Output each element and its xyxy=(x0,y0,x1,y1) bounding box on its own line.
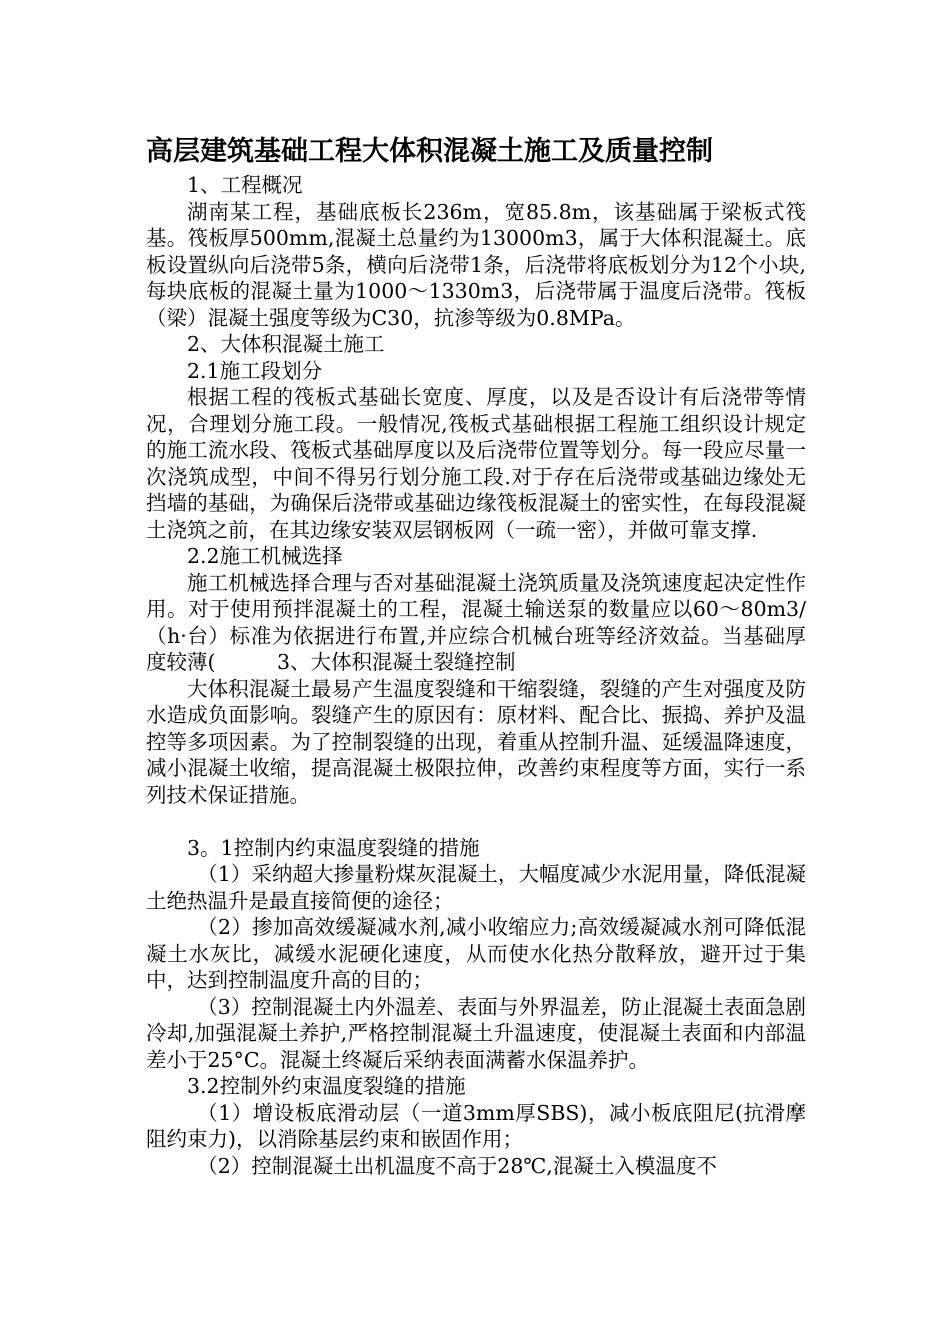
paragraph-crack-control: 大体积混凝土最易产生温度裂缝和干缩裂缝，裂缝的产生对强度及防水造成负面影响。裂缝产生的原因有：原材料、配合比、振捣、养护及温控等多项因素。为了控制裂缝的出现，着重从控制升温、延缓温降速度，减小混凝土收缩，提高混凝土极限拉伸，改善约束程度等方面，实行一系列技术保证措施。 xyxy=(146,676,806,807)
list-item-internal-3: （3）控制混凝土内外温差、表面与外界温差，防止混凝土表面急剧冷却,加强混凝土养护,严格控制混凝土升温速度，使混凝土表面和内部温差小于25°C。混凝土终凝后采纳表面满蓄水保温养护。 xyxy=(146,994,806,1072)
section-heading-overview: 1、工程概况 xyxy=(187,173,303,197)
paragraph-overview: 湖南某工程，基础底板长236m，宽85.8m，该基础属于梁板式筏基。筏板厚500mm,混凝土总量约为13000m3，属于大体积混凝土。底板设置纵向后浇带5条，横向后浇带1条，后浇带将底板划分为12个小块,每块底板的混凝土量为1000～1330m3，后浇带属于温度后浇带。筏板（梁）混凝土强度等级为C30，抗渗等级为0.8MPa。 xyxy=(146,199,806,330)
blank-line xyxy=(146,808,806,835)
paragraph-machinery: 施工机械选择合理与否对基础混凝土浇筑质量及浇筑速度起决定性作用。对于使用预拌混凝土的工程，混凝土输送泵的数量应以60～80m3/（h·台）标准为依据进行布置,并应综合机械台班等经济效益。当基础厚度较薄( 3、大体积混凝土裂缝控制 xyxy=(146,570,806,674)
list-item-internal-2: （2）掺加高效缓凝减水剂,减小收缩应力;高效缓凝减水剂可降低混凝土水灰比，减缓水泥硬化速度，从而使水化热分散释放，避开过于集中，达到控制温度升高的目的； xyxy=(146,915,806,992)
subsection-heading-internal-constraint: 3。1控制内约束温度裂缝的措施 xyxy=(187,835,480,860)
section-heading-construction: 2、大体积混凝土施工 xyxy=(187,332,385,356)
subsection-heading-machinery: 2.2施工机械选择 xyxy=(187,544,343,568)
document-body xyxy=(146,172,806,1179)
paragraph-segments: 根据工程的筏板式基础长宽度、厚度，以及是否设计有后浇带等情况，合理划分施工段。一般情况,筏板式基础根据工程施工组织设计规定的施工流水段、筏板式基础厚度以及后浇带位置等划分。每一段应尽量一次浇筑成型，中间不得另行划分施工段.对于存在后浇带或基础边缘处无挡墙的基础，为确保后浇带或基础边缘筏板混凝土的密实性，在每段混凝土浇筑之前，在其边缘安装双层钢板网（一疏一密），并做可靠支撑. xyxy=(146,385,806,542)
list-item-external-1: （1）增设板底滑动层（一道3mm厚SBS)，减小板底阻尼(抗滑摩阻约束力)，以消除基层约束和嵌固作用； xyxy=(146,1100,806,1151)
list-item-external-2: （2）控制混凝土出机温度不高于28℃,混凝土入模温度不 xyxy=(197,1153,717,1178)
list-item-internal-1: （1）采纳超大掺量粉煤灰混凝土，大幅度减少水泥用量，降低混凝土绝热温升是最直接简便的途径； xyxy=(146,862,806,913)
subsection-heading-segments: 2.1施工段划分 xyxy=(187,358,323,383)
subsection-heading-external-constraint: 3.2控制外约束温度裂缝的措施 xyxy=(187,1074,466,1098)
document-title: 高层建筑基础工程大体积混凝土施工及质量控制 xyxy=(146,136,713,167)
